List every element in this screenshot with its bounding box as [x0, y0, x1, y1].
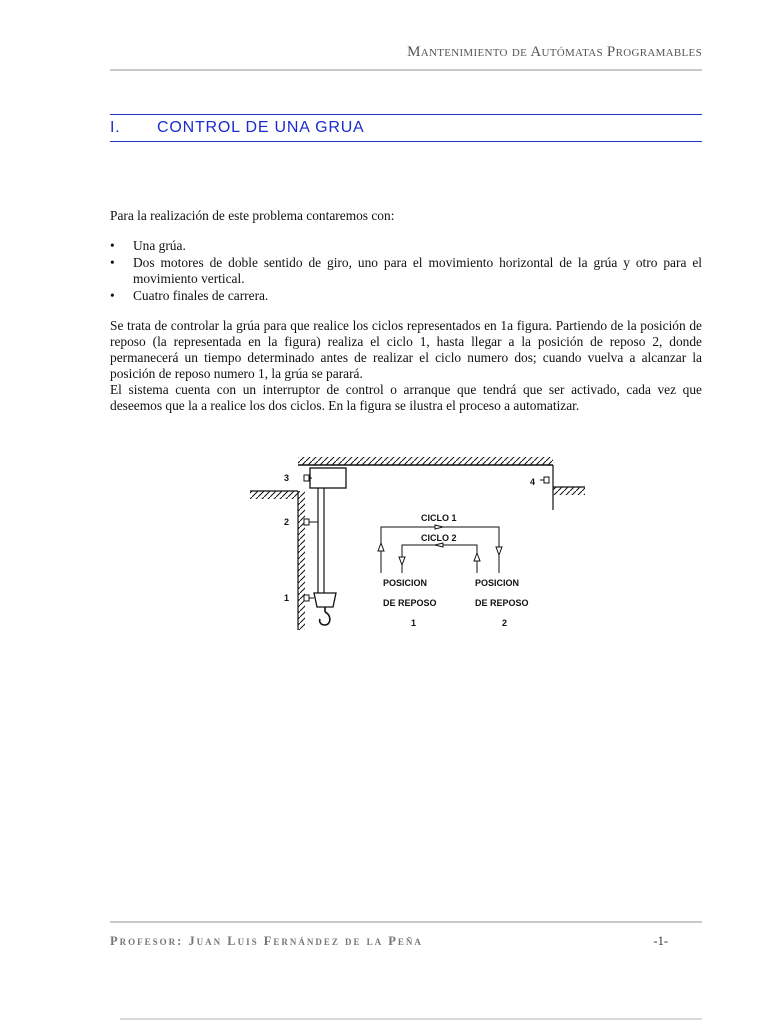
rest-position-2-line1: POSICION — [475, 578, 520, 588]
rest-position-2-line2: DE REPOSO — [475, 598, 529, 608]
switch-label-1: 1 — [284, 593, 290, 603]
section-title — [110, 119, 365, 137]
rest-position-1-line1: POSICION — [383, 578, 428, 588]
paragraph-2: El sistema cuenta con un interruptor de control o arranque que tendrá que ser activado, cada vez que deseemos que la a realice los dos ciclos. En la figura se ilustra el proceso a automatizar. — [110, 382, 702, 413]
rest-position-1-number: 1 — [411, 618, 417, 628]
header-rule — [110, 69, 702, 71]
switch-label-3: 3 — [284, 473, 290, 483]
left-floor — [250, 491, 305, 630]
paragraph-1: Se trata de controlar la grúa para que realice los ciclos representados en 1a figura. Partiendo de la posición de reposo (la representada en la figura) realiza el ciclo 1, hasta llegar a la posición de reposo 2, donde permanecerá un tiempo determinado antes de realizar el ciclo numero dos; cuando vuelva a alcanzar la posición de reposo numero 1, la grúa se parará. — [110, 318, 702, 381]
switch-label-4: 4 — [530, 477, 536, 487]
resource-list — [110, 238, 702, 305]
section-title-text: CONTROL DE UNA GRUA — [157, 119, 365, 136]
rest-position-2-number: 2 — [502, 618, 508, 628]
section-rule-bottom — [110, 141, 702, 142]
page-bottom-rule — [120, 1018, 702, 1020]
footer-author: Profesor: Juan Luis Fernández de la Peña — [110, 934, 423, 948]
section-number: I. — [110, 119, 121, 136]
running-header: Mantenimiento de Autómatas Programables — [407, 44, 702, 60]
crane-trolley — [310, 468, 346, 488]
crane-diagram — [240, 455, 585, 635]
list-item: • Cuatro finales de carrera. — [110, 288, 702, 304]
cycle-2-label: CICLO 2 — [421, 533, 457, 543]
hook-block — [314, 593, 336, 625]
rest-position-1-line2: DE REPOSO — [383, 598, 437, 608]
list-item: • Dos motores de doble sentido de giro, uno para el movimiento horizontal de la grúa y otro para el movimiento vertical. — [110, 255, 702, 287]
list-item: • Una grúa. — [110, 238, 702, 254]
limit-switch-1 — [304, 595, 314, 601]
limit-switch-2 — [304, 519, 318, 525]
intro-text: Para la realización de este problema contaremos con: — [110, 208, 395, 223]
cycle-1-label: CICLO 1 — [421, 513, 457, 523]
limit-switch-4 — [540, 477, 549, 483]
cycle-2-path — [399, 543, 480, 573]
section-rule-top — [110, 114, 702, 115]
page-number: -1- — [653, 934, 668, 948]
footer-rule — [110, 921, 702, 923]
switch-label-2: 2 — [284, 517, 290, 527]
hoist-column — [318, 488, 324, 593]
